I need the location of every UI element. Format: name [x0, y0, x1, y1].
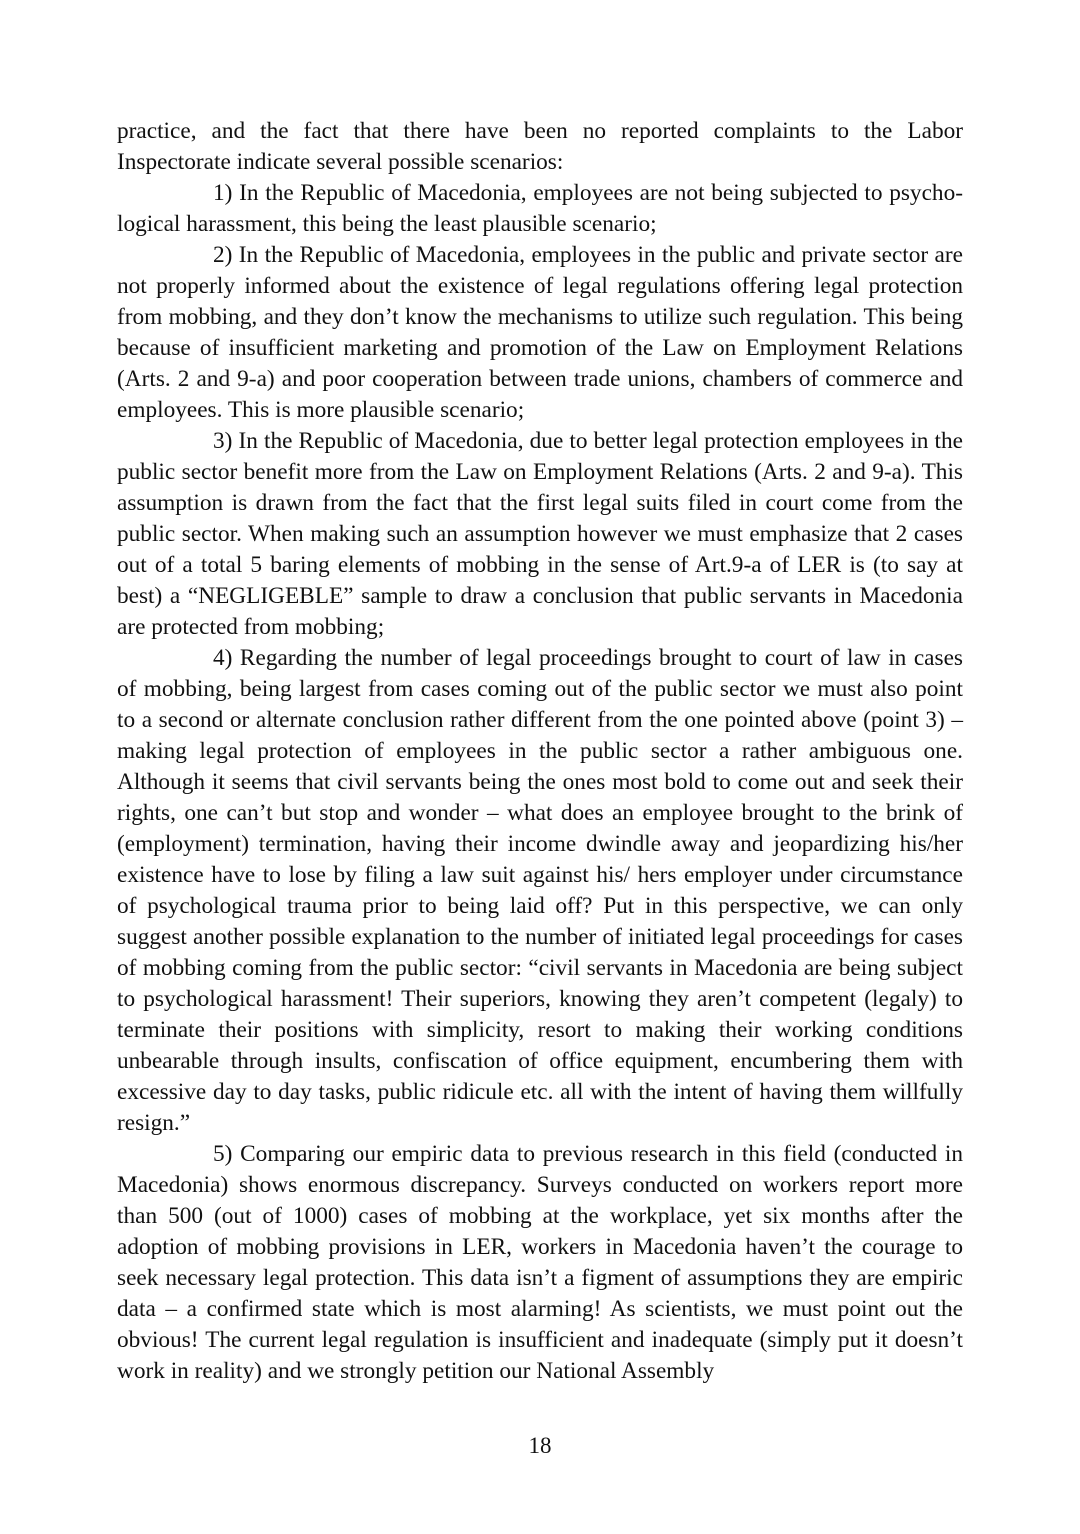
paragraph-scenario-4: 4) Regarding the number of legal proceedings brought to court of law in cases of mobbing, being largest from cases coming out of the public sector we must also point to a second or alternate conclusion rather different from the one pointed above (point 3) – making legal protection of employees in the public sector a rather ambiguous one. Although it seems that civil servants being the ones most bold to come out and seek their rights, one can’t but stop and wonder – what does an employee brought to the brink of (employment) termination, having their income dwindle away and jeopardizing his/her existence have to lose by filing a law suit against his/ hers employer under circumstance of psychological trauma prior to being laid off? Put in this perspective, we can only suggest another possible explanation to the number of initiated legal proceedings for cases of mobbing coming from the public sector: “civil servants in Macedonia are being subject to psychological harassment! Their superiors, knowing they aren’t competent (legaly) to terminate their positions with simplicity, resort to making their working conditions unbearable through insults, confiscation of office equipment, encumbering them with excessive day to day tasks, public ridicule etc. all with the intent of having them willfully resign.”: [117, 645, 963, 1136]
document-body: [117, 116, 963, 1387]
paragraph-scenario-2: 2) In the Republic of Macedonia, employees in the public and private sector are not properly informed about the existence of legal regulations offering legal protection from mobbing, and they don’t know the mechanisms to utilize such regulation. This being because of insufficient marketing and promotion of the Law on Employment Relations (Arts. 2 and 9-a) and poor cooperation between trade unions, chambers of commerce and employees. This is more plausible scenario;: [117, 242, 963, 423]
paragraph-scenario-1: 1) In the Republic of Macedonia, employees are not being subjected to psychological harassment, this being the least plausible scenario;: [117, 180, 963, 237]
paragraph-intro: practice, and the fact that there have been no reported complaints to the Labor Inspectorate indicate several possible scenarios:: [117, 118, 963, 175]
paragraph-scenario-3: 3) In the Republic of Macedonia, due to better legal protection employees in the public sector benefit more from the Law on Employment Relations (Arts. 2 and 9-a). This assumption is drawn from the fact that the first legal suits filed in court come from the public sector. When making such an assumption however we must emphasize that 2 cases out of a total 5 baring elements of mobbing in the sense of Art.9-a of LER is (to say at best) a “NEGLIGEBLE” sample to draw a conclusion that public servants in Macedonia are protected from mobbing;: [117, 428, 963, 640]
paragraph-scenario-5: 5) Comparing our empiric data to previous research in this field (conducted in Macedonia) shows enormous discrepancy. Surveys conducted on workers report more than 500 (out of 1000) cases of mobbing at the workplace, yet six months after the adoption of mobbing provisions in LER, workers in Macedonia haven’t the courage to seek necessary legal protection. This data isn’t a figment of assumptions they are empiric data – a confirmed state which is most alarming! As scientists, we must point out the obvious! The current legal regulation is insufficient and inadequate (simply put it doesn’t work in reality) and we strongly petition our National Assembly: [117, 1141, 963, 1384]
page-number: 18: [528, 1433, 552, 1458]
